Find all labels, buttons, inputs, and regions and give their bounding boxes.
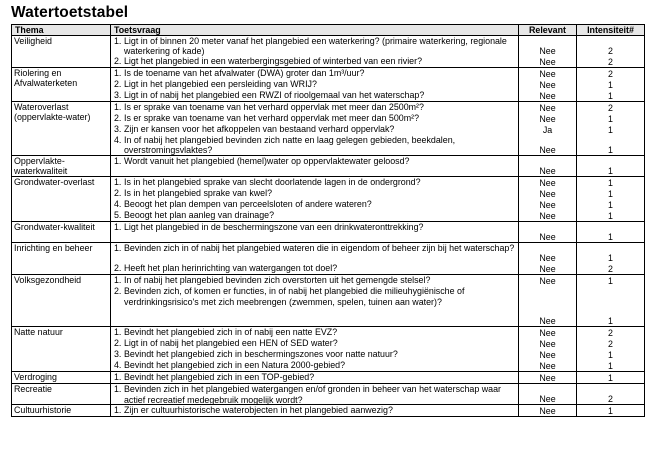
question-text: Zijn er cultuurhistorische waterobjecten in het plangebied aanwezig? (124, 405, 393, 416)
relevant-value: Nee (539, 394, 556, 405)
question-text: Is in het plangebied sprake van kwel? (124, 188, 273, 199)
intensiteit-value: 1 (608, 178, 613, 189)
question-item (114, 36, 518, 56)
question-item (114, 327, 518, 338)
relevant-cell (519, 405, 577, 417)
question-number: 2. (114, 286, 122, 297)
question-number: 4. (114, 360, 122, 371)
intensiteit-value: 1 (608, 211, 613, 222)
toetsvraag-cell (111, 156, 519, 177)
header-thema: Thema (12, 25, 111, 36)
question-text: Ligt het plangebied in de beschermingszone van een drinkwateronttrekking? (124, 222, 424, 233)
relevant-value: Nee (539, 264, 556, 275)
intensiteit-value: 1 (608, 80, 613, 90)
question-number: 4. (114, 199, 122, 210)
question-item (114, 102, 518, 113)
thema-cell: Grondwater-overlast (12, 177, 111, 222)
relevant-cell (519, 102, 577, 156)
question-text: Is er sprake van toename van het verhard oppervlak met meer dan 2500m²? (124, 102, 424, 113)
question-item (114, 68, 518, 79)
question-number: 3. (114, 90, 122, 101)
thema-cell: Oppervlakte-waterkwaliteit (12, 156, 111, 177)
toetsvraag-cell (111, 102, 519, 156)
question-item (114, 210, 518, 221)
header-row (12, 25, 645, 36)
thema-cell: Riolering en Afvalwaterketen (12, 68, 111, 102)
question-item (114, 135, 518, 155)
relevant-value: Nee (539, 57, 556, 67)
question-item (114, 56, 518, 67)
relevant-cell (519, 372, 577, 384)
table-row (12, 222, 645, 243)
intensiteit-value: 1 (608, 373, 613, 384)
question-number: 1. (114, 36, 122, 47)
question-item (114, 113, 518, 124)
question-text: Bevinden zich, of komen er functies, in of nabij het plangebied die milieuhygiënische of verdrinkingsrisico's met zich meebrengen (zwemmen, spelen, tuinen aan water)? (124, 286, 465, 307)
question-number: 4. (114, 135, 122, 146)
question-item (114, 405, 518, 416)
page-title: Watertoetstabel (11, 4, 129, 21)
toetsvraag-cell (111, 222, 519, 243)
relevant-value: Nee (539, 80, 556, 90)
question-item (114, 243, 518, 263)
toetsvraag-cell (111, 327, 519, 372)
table-row (12, 327, 645, 372)
question-item (114, 177, 518, 188)
question-item (114, 188, 518, 199)
intensiteit-cell (577, 222, 645, 243)
table-row (12, 405, 645, 417)
question-number: 1. (114, 102, 122, 113)
relevant-cell (519, 384, 577, 405)
question-text: In of nabij het plangebied bevinden zich natte en laag gelegen gebieden, beekdalen, overstromingsvlaktes? (124, 135, 456, 156)
question-text: Is er sprake van toename van het verhard oppervlak met meer dan 500m²? (124, 113, 420, 124)
relevant-value: Nee (539, 373, 556, 384)
question-item (114, 338, 518, 349)
intensiteit-value: 1 (608, 253, 613, 264)
intensiteit-value: 2 (608, 57, 613, 67)
question-number: 1. (114, 177, 122, 188)
intensiteit-value: 1 (608, 189, 613, 200)
question-number: 1. (114, 243, 122, 254)
question-number: 1. (114, 327, 122, 338)
question-text: Wordt vanuit het plangebied (hemel)water op oppervlaktewater geloosd? (124, 156, 410, 167)
toetsvraag-cell (111, 372, 519, 384)
relevant-value: Nee (539, 46, 556, 56)
table-row (12, 68, 645, 102)
intensiteit-value: 1 (608, 276, 613, 287)
question-text: Is in het plangebied sprake van slecht doorlatende lagen in de ondergrond? (124, 177, 421, 188)
relevant-value: Nee (539, 253, 556, 264)
relevant-value: Nee (539, 361, 556, 372)
relevant-value: Nee (539, 232, 556, 243)
intensiteit-value: 1 (608, 232, 613, 243)
table-row (12, 275, 645, 327)
relevant-value: Nee (539, 178, 556, 189)
relevant-value: Ja (542, 125, 553, 135)
intensiteit-value: 2 (608, 328, 613, 339)
question-text: Bevindt het plangebied zich in of nabij een natte EVZ? (124, 327, 338, 338)
intensiteit-value: 2 (608, 103, 613, 113)
header-intensiteit: Intensiteit# (577, 25, 645, 36)
question-item (114, 199, 518, 210)
question-number: 2. (114, 56, 122, 67)
question-item (114, 124, 518, 135)
intensiteit-value: 1 (608, 91, 613, 101)
question-number: 1. (114, 68, 122, 79)
intensiteit-cell (577, 384, 645, 405)
relevant-value: Nee (539, 145, 556, 155)
question-text: Ligt het plangebied in een waterbergingsgebied of winterbed van een rivier? (124, 56, 423, 67)
relevant-value: Nee (539, 189, 556, 200)
relevant-cell (519, 68, 577, 102)
question-text: Ligt in het plangebied een persleiding van WRIJ? (124, 79, 317, 90)
thema-cell: Wateroverlast (oppervlakte-water) (12, 102, 111, 156)
intensiteit-cell (577, 102, 645, 156)
question-text: Zijn er kansen voor het afkoppelen van bestaand verhard oppervlak? (124, 124, 395, 135)
relevant-cell (519, 327, 577, 372)
toetsvraag-cell (111, 384, 519, 405)
question-number: 2. (114, 338, 122, 349)
thema-cell: Natte natuur (12, 327, 111, 372)
question-item (114, 79, 518, 90)
question-number: 2. (114, 113, 122, 124)
toetsvraag-cell (111, 405, 519, 417)
question-text: Bevindt het plangebied zich in beschermingszones voor natte natuur? (124, 349, 398, 360)
question-number: 1. (114, 222, 122, 233)
thema-cell: Recreatie (12, 384, 111, 405)
intensiteit-value: 1 (608, 200, 613, 211)
intensiteit-cell (577, 372, 645, 384)
toetsvraag-cell (111, 275, 519, 327)
thema-cell: Verdroging (12, 372, 111, 384)
question-number: 2. (114, 263, 122, 274)
relevant-value: Nee (539, 69, 556, 79)
relevant-value: Nee (539, 328, 556, 339)
intensiteit-value: 1 (608, 125, 613, 135)
toetsvraag-cell (111, 177, 519, 222)
relevant-value: Nee (539, 406, 556, 417)
relevant-cell (519, 275, 577, 327)
intensiteit-cell (577, 68, 645, 102)
question-number: 5. (114, 210, 122, 221)
table-row (12, 156, 645, 177)
intensiteit-value: 2 (608, 394, 613, 405)
question-text: Bevindt het plangebied zich in een Natura 2000-gebied? (124, 360, 346, 371)
table-row (12, 102, 645, 156)
question-item (114, 349, 518, 360)
question-number: 2. (114, 188, 122, 199)
relevant-value: Nee (539, 103, 556, 113)
question-number: 1. (114, 275, 122, 286)
question-text: Bevindt het plangebied zich in een TOP-gebied? (124, 372, 315, 383)
question-number: 1. (114, 372, 122, 383)
relevant-cell (519, 177, 577, 222)
question-number: 2. (114, 79, 122, 90)
intensiteit-value: 2 (608, 264, 613, 275)
relevant-value: Nee (539, 166, 556, 176)
thema-cell: Cultuurhistorie (12, 405, 111, 417)
question-item (114, 222, 518, 242)
intensiteit-value: 1 (608, 166, 613, 176)
relevant-cell (519, 243, 577, 275)
intensiteit-value: 1 (608, 316, 613, 327)
thema-cell: Veiligheid (12, 36, 111, 68)
question-number: 1. (114, 384, 122, 395)
relevant-value: Nee (539, 211, 556, 222)
intensiteit-value: 1 (608, 114, 613, 124)
intensiteit-cell (577, 275, 645, 327)
question-text: Ligt in of binnen 20 meter vanaf het plangebied een waterkering? (primaire waterkering, regionale waterkering of kade) (124, 36, 507, 57)
question-text: Ligt in of nabij het plangebied een RWZI of rioolgemaal van het waterschap? (124, 90, 425, 101)
question-text: Bevinden zich in of nabij het plangebied wateren die in eigendom of beheer zijn bij het waterschap? (124, 243, 515, 254)
table-row (12, 243, 645, 275)
table-row (12, 177, 645, 222)
question-item (114, 263, 518, 274)
question-item (114, 90, 518, 101)
intensiteit-cell (577, 177, 645, 222)
intensiteit-value: 2 (608, 69, 613, 79)
table-row (12, 36, 645, 68)
header-toetsvraag: Toetsvraag (111, 25, 519, 36)
question-number: 3. (114, 124, 122, 135)
question-text: Ligt in of nabij het plangebied een HEN of SED water? (124, 338, 338, 349)
table-row (12, 384, 645, 405)
question-item (114, 275, 518, 286)
relevant-value: Nee (539, 200, 556, 211)
header-relevant: Relevant (519, 25, 577, 36)
question-item (114, 384, 518, 404)
question-item (114, 360, 518, 371)
question-text: In of nabij het plangebied bevinden zich overstorten uit het gemengde stelsel? (124, 275, 431, 286)
question-number: 3. (114, 349, 122, 360)
question-text: Bevinden zich in het plangebied watergangen en/of gronden in beheer van het waterschap waar actief recreatief medegebruik mogelijk wordt? (124, 384, 501, 405)
intensiteit-value: 1 (608, 361, 613, 372)
question-item (114, 286, 518, 326)
intensiteit-value: 2 (608, 46, 613, 56)
question-item (114, 372, 518, 383)
relevant-cell (519, 36, 577, 68)
intensiteit-cell (577, 156, 645, 177)
toetsvraag-cell (111, 243, 519, 275)
relevant-value: Nee (539, 350, 556, 361)
thema-cell: Inrichting en beheer (12, 243, 111, 275)
toetsvraag-cell (111, 36, 519, 68)
relevant-value: Nee (539, 114, 556, 124)
question-item (114, 156, 518, 176)
relevant-cell (519, 156, 577, 177)
intensiteit-cell (577, 36, 645, 68)
question-number: 1. (114, 156, 122, 167)
relevant-value: Nee (539, 316, 556, 327)
thema-cell: Grondwater-kwaliteit (12, 222, 111, 243)
watertoets-table (11, 24, 645, 417)
intensiteit-value: 1 (608, 406, 613, 417)
intensiteit-value: 1 (608, 145, 613, 155)
question-text: Beoogt het plan dempen van perceelsloten of andere wateren? (124, 199, 372, 210)
relevant-value: Nee (539, 91, 556, 101)
intensiteit-cell (577, 405, 645, 417)
question-text: Beoogt het plan aanleg van drainage? (124, 210, 275, 221)
relevant-value: Nee (539, 276, 556, 287)
intensiteit-cell (577, 327, 645, 372)
question-text: Heeft het plan herinrichting van watergangen tot doel? (124, 263, 338, 274)
table-row (12, 372, 645, 384)
question-number: 1. (114, 405, 122, 416)
intensiteit-value: 2 (608, 339, 613, 350)
intensiteit-value: 1 (608, 350, 613, 361)
toetsvraag-cell (111, 68, 519, 102)
intensiteit-cell (577, 243, 645, 275)
question-text: Is de toename van het afvalwater (DWA) groter dan 1m³/uur? (124, 68, 365, 79)
relevant-cell (519, 222, 577, 243)
table-body (12, 36, 645, 417)
thema-cell: Volksgezondheid (12, 275, 111, 327)
relevant-value: Nee (539, 339, 556, 350)
